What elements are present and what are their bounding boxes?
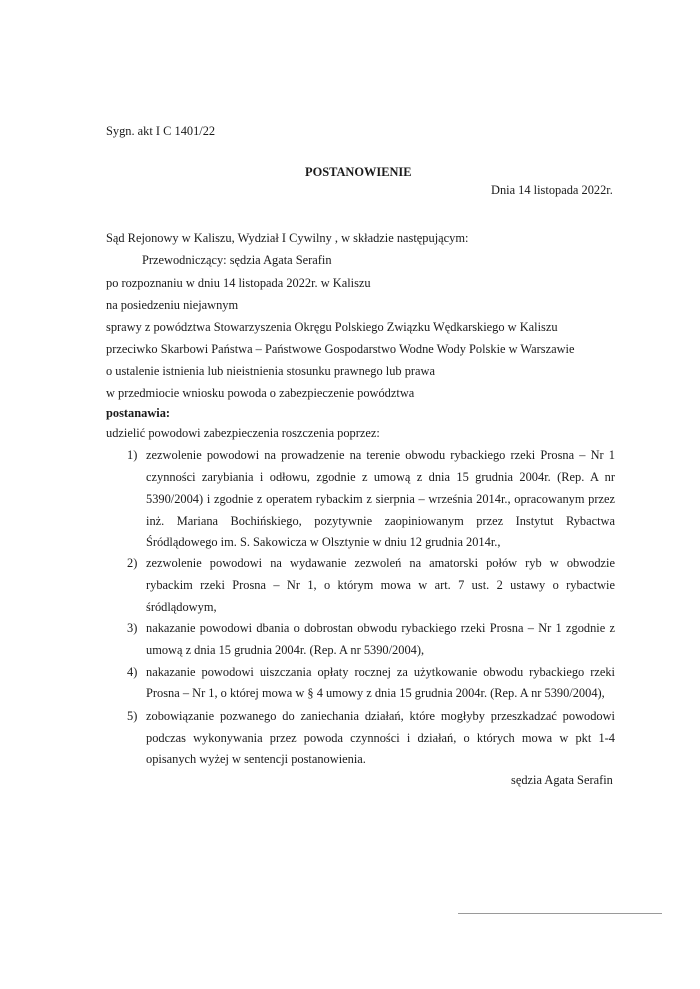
item-number: 4) bbox=[127, 665, 138, 679]
item-line: nakazanie powodowi dbania o dobrostan obwodu rybackiego rzeki Prosna – Nr 1 zgodnie z bbox=[146, 621, 615, 635]
decision-heading: postanawia: bbox=[106, 406, 171, 420]
case-plaintiff: sprawy z powództwa Stowarzyszenia Okręgu Polskiego Związku Wędkarskiego w Kaliszu bbox=[106, 320, 558, 334]
document-title: POSTANOWIENIE bbox=[305, 165, 412, 179]
presiding-judge: Przewodniczący: sędzia Agata Serafin bbox=[142, 253, 332, 267]
item-line: rybackim rzeki Prosna – Nr 1, o którym mowa w art. 7 ust. 2 ustawy o rybactwie bbox=[146, 578, 615, 592]
item-number: 1) bbox=[127, 448, 138, 462]
item-line: zezwolenie powodowi na prowadzenie na terenie obwodu rybackiego rzeki Prosna – Nr 1 bbox=[146, 448, 615, 462]
case-subject: o ustalenie istnienia lub nieistnienia stosunku prawnego lub prawa bbox=[106, 364, 435, 378]
item-line: śródlądowym, bbox=[146, 600, 217, 614]
document-date: Dnia 14 listopada 2022r. bbox=[491, 183, 613, 197]
item-line: opisanych wyżej w sentencji postanowienia. bbox=[146, 752, 366, 766]
item-line: czynności zarybiania i odłowu, zgodnie z umową z dnia 15 grudnia 2004r. (Rep. A nr bbox=[146, 470, 615, 484]
hearing-date-place: po rozpoznaniu w dniu 14 listopada 2022r. w Kaliszu bbox=[106, 276, 371, 290]
motion-subject: w przedmiocie wniosku powoda o zabezpieczenie powództwa bbox=[106, 386, 415, 400]
item-line: 5390/2004) i zgodnie z operatem rybackim z sierpnia – września 2014r., opracowanym przez bbox=[146, 492, 615, 506]
item-line: Śródlądowego im. S. Sakowicza w Olsztynie w dniu 12 grudnia 2014r., bbox=[146, 535, 501, 549]
item-line: zezwolenie powodowi na wydawanie zezwoleń na amatorski połów ryb w obwodzie bbox=[146, 556, 615, 570]
session-type: na posiedzeniu niejawnym bbox=[106, 298, 239, 312]
item-line: zobowiązanie pozwanego do zaniechania działań, które mogłyby przeszkadzać powodowi bbox=[146, 709, 615, 723]
court-composition: Sąd Rejonowy w Kaliszu, Wydział I Cywilny , w składzie następującym: bbox=[106, 231, 469, 245]
item-line: Prosna – Nr 1, o której mowa w § 4 umowy z dnia 15 grudnia 2004r. (Rep. A nr 5390/2004), bbox=[146, 686, 605, 700]
item-line: umową z dnia 15 grudnia 2004r. (Rep. A nr 5390/2004), bbox=[146, 643, 425, 657]
item-number: 2) bbox=[127, 556, 138, 570]
item-line: inż. Mariana Bochińskiego, pozytywnie zaopiniowanym przez Instytut Rybactwa bbox=[146, 514, 615, 528]
decision-intro: udzielić powodowi zabezpieczenia roszczenia poprzez: bbox=[106, 426, 380, 440]
judge-signature: sędzia Agata Serafin bbox=[511, 773, 613, 787]
item-number: 3) bbox=[127, 621, 138, 635]
case-signature: Sygn. akt I C 1401/22 bbox=[106, 124, 216, 138]
item-line: podczas wykonywania przez powoda czynności i działań, o których mowa w pkt 1-4 bbox=[146, 731, 615, 745]
case-defendant: przeciwko Skarbowi Państwa – Państwowe Gospodarstwo Wodne Wody Polskie w Warszawie bbox=[106, 342, 575, 356]
page-edge-line bbox=[458, 913, 662, 914]
item-number: 5) bbox=[127, 709, 138, 723]
item-line: nakazanie powodowi uiszczania opłaty rocznej za użytkowanie obwodu rybackiego rzeki bbox=[146, 665, 615, 679]
